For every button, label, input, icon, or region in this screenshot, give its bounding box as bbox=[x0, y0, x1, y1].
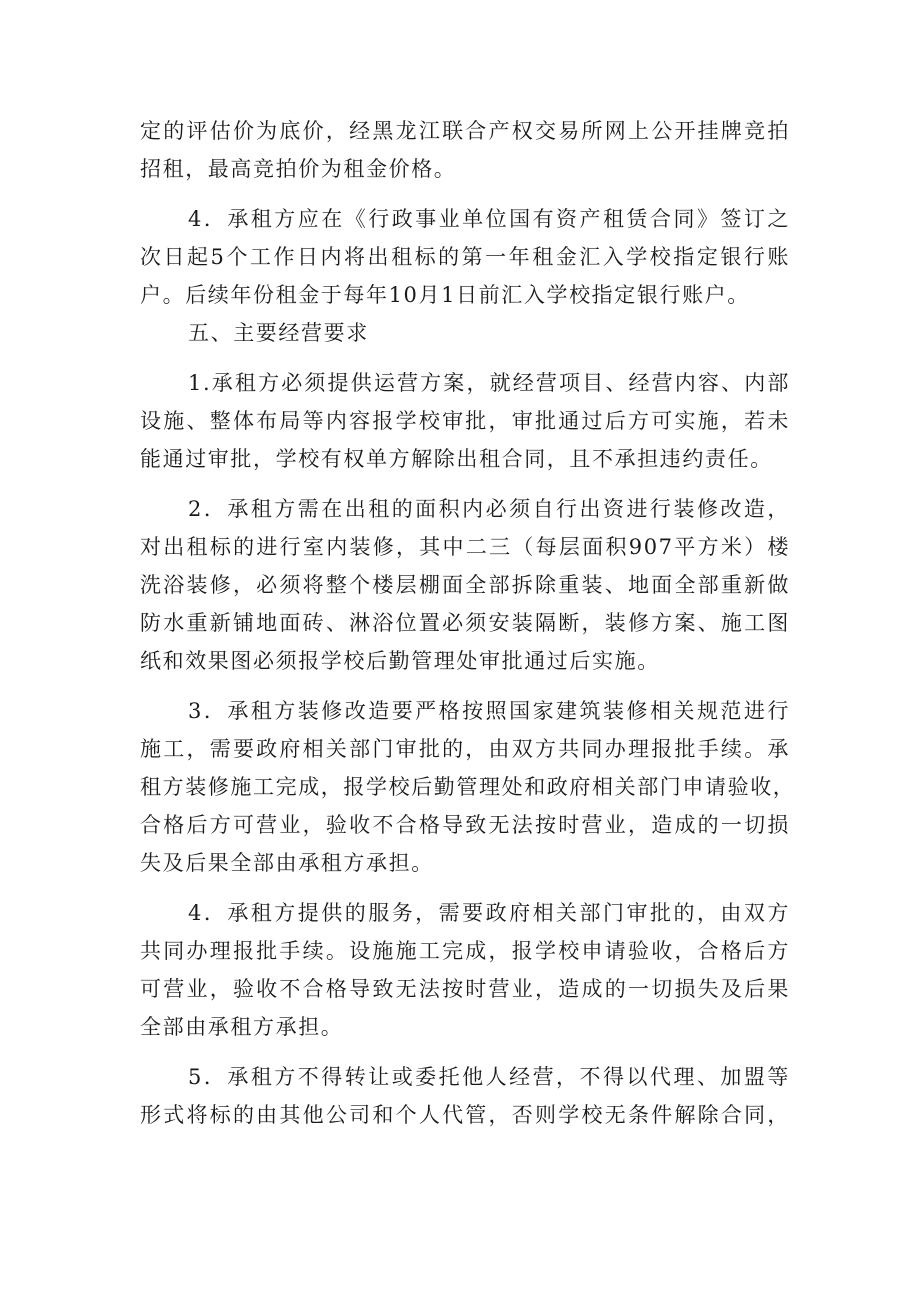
text-line: 施工，需要政府相关部门审批的，由双方共同办理报批手续。承 bbox=[140, 737, 790, 761]
paragraph-item-4-service bbox=[140, 894, 790, 1046]
text-line: 2．承租方需在出租的面积内必须自行出资进行装修改造， bbox=[188, 497, 790, 521]
text-line: 洗浴装修，必须将整个楼层棚面全部拆除重装、地面全部重新做 bbox=[140, 573, 790, 597]
paragraph-item-4-rent bbox=[140, 200, 790, 314]
text-line: 3．承租方装修改造要严格按照国家建筑装修相关规范进行 bbox=[188, 699, 790, 723]
section-heading: 五、主要经营要求 bbox=[188, 321, 369, 345]
text-line: 户。后续年份租金于每年10月1日前汇入学校指定银行账户。 bbox=[140, 283, 750, 307]
text-line: 招租，最高竞拍价为租金价格。 bbox=[140, 157, 457, 181]
text-line: 次日起5个工作日内将出租标的第一年租金汇入学校指定银行账 bbox=[140, 245, 790, 269]
document-body bbox=[140, 112, 796, 1134]
text-line: 可营业，验收不合格导致无法按时营业，造成的一切损失及后果 bbox=[140, 977, 790, 1001]
text-line: 5．承租方不得转让或委托他人经营，不得以代理、加盟等 bbox=[188, 1065, 790, 1089]
paragraph-item-1 bbox=[140, 364, 790, 478]
section-heading-5 bbox=[140, 314, 790, 352]
text-line: 4．承租方应在《行政事业单位国有资产租赁合同》签订之 bbox=[188, 207, 790, 231]
paragraph-item-5 bbox=[140, 1058, 790, 1134]
paragraph-item-3 bbox=[140, 692, 796, 882]
text-line: 1.承租方必须提供运营方案，就经营项目、经营内容、内部 bbox=[188, 371, 790, 395]
paragraph-continuation bbox=[140, 112, 790, 188]
text-line: 租方装修施工完成，报学校后勤管理处和政府相关部门申请验收， bbox=[140, 775, 796, 799]
text-line: 形式将标的由其他公司和个人代管，否则学校无条件解除合同， bbox=[140, 1103, 790, 1127]
text-line: 能通过审批，学校有权单方解除出租合同，且不承担违约责任。 bbox=[140, 447, 773, 471]
text-line: 定的评估价为底价，经黑龙江联合产权交易所网上公开挂牌竞拍 bbox=[140, 119, 790, 143]
text-line: 共同办理报批手续。设施施工完成，报学校申请验收，合格后方 bbox=[140, 939, 790, 963]
text-line: 对出租标的进行室内装修，其中二三（每层面积907平方米）楼 bbox=[140, 535, 790, 559]
text-line: 设施、整体布局等内容报学校审批，审批通过后方可实施，若未 bbox=[140, 409, 790, 433]
text-line: 失及后果全部由承租方承担。 bbox=[140, 851, 434, 875]
text-line: 防水重新铺地面砖、淋浴位置必须安装隔断，装修方案、施工图 bbox=[140, 611, 790, 635]
text-line: 4．承租方提供的服务，需要政府相关部门审批的，由双方 bbox=[188, 901, 790, 925]
text-line: 纸和效果图必须报学校后勤管理处审批通过后实施。 bbox=[140, 649, 660, 673]
text-line: 全部由承租方承担。 bbox=[140, 1015, 344, 1039]
paragraph-item-2 bbox=[140, 490, 790, 680]
text-line: 合格后方可营业，验收不合格导致无法按时营业，造成的一切损 bbox=[140, 813, 790, 837]
